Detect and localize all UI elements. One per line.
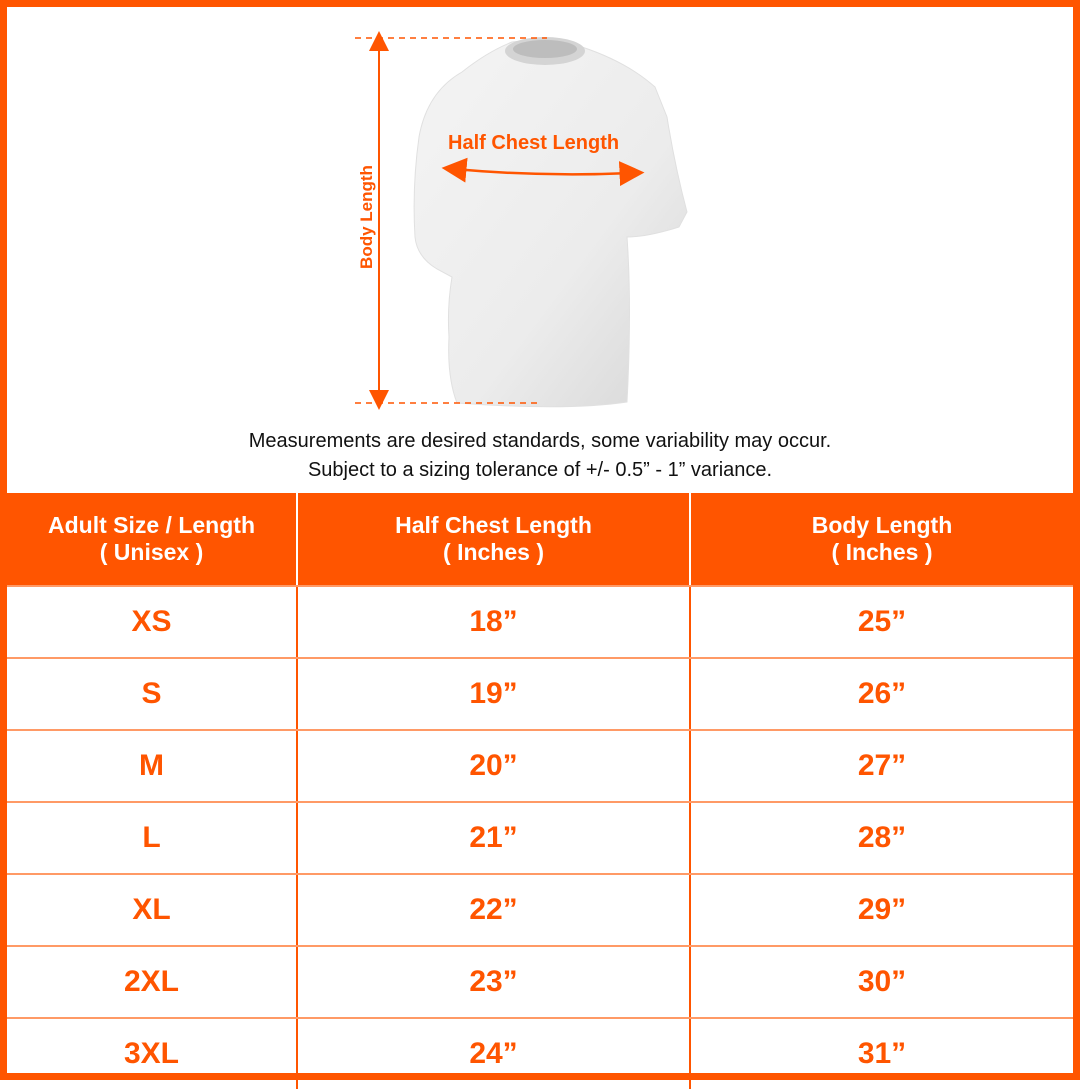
table-row — [7, 729, 1073, 801]
header-chest-line1: Half Chest Length — [395, 512, 592, 538]
size-cell: M — [7, 731, 298, 801]
size-cell: XL — [7, 875, 298, 945]
size-cell: 2XL — [7, 947, 298, 1017]
header-size — [7, 493, 298, 585]
header-body-line1: Body Length — [811, 512, 953, 538]
chest-cell: 21” — [298, 803, 691, 873]
table-header — [7, 493, 1073, 585]
header-body — [691, 493, 1073, 585]
chest-cell: 24” — [298, 1019, 691, 1089]
table-row — [7, 945, 1073, 1017]
body-cell: 28” — [857, 821, 907, 854]
body-cell: 31” — [857, 1037, 907, 1070]
body-cell: 30” — [857, 965, 907, 998]
header-size-line1: Adult Size / Length — [48, 512, 255, 538]
body-length-label: Body Length — [357, 165, 376, 269]
header-body-line2: ( Inches ) — [831, 539, 933, 565]
header-size-line2: ( Unisex ) — [99, 539, 204, 565]
header-chest — [298, 493, 691, 585]
note-line-2: Subject to a sizing tolerance of +/- 0.5” - 1” variance. — [307, 459, 773, 481]
table-row — [7, 873, 1073, 945]
measurement-note — [7, 427, 1073, 485]
size-table — [7, 493, 1073, 1089]
table-row — [7, 801, 1073, 873]
t-shirt-illustration-icon — [7, 7, 1073, 427]
body-cell: 27” — [857, 749, 907, 782]
t-shirt-body — [414, 40, 687, 406]
size-cell: L — [7, 803, 298, 873]
table-row — [7, 585, 1073, 657]
tshirt-figure — [7, 7, 1073, 427]
chest-cell: 19” — [298, 659, 691, 729]
table-row — [7, 1017, 1073, 1089]
note-line-1: Measurements are desired standards, some variability may occur. — [248, 430, 832, 452]
chest-cell: 20” — [298, 731, 691, 801]
chest-label: Half Chest Length — [448, 132, 620, 154]
body-cell: 26” — [857, 677, 907, 710]
size-cell: XS — [7, 587, 298, 657]
header-chest-line2: ( Inches ) — [443, 539, 544, 565]
body-cell: 25” — [857, 605, 907, 638]
chest-cell: 18” — [298, 587, 691, 657]
body-cell: 29” — [857, 893, 907, 926]
size-cell: 3XL — [7, 1019, 298, 1089]
table-row — [7, 657, 1073, 729]
size-cell: S — [7, 659, 298, 729]
chest-cell: 23” — [298, 947, 691, 1017]
chest-cell: 22” — [298, 875, 691, 945]
